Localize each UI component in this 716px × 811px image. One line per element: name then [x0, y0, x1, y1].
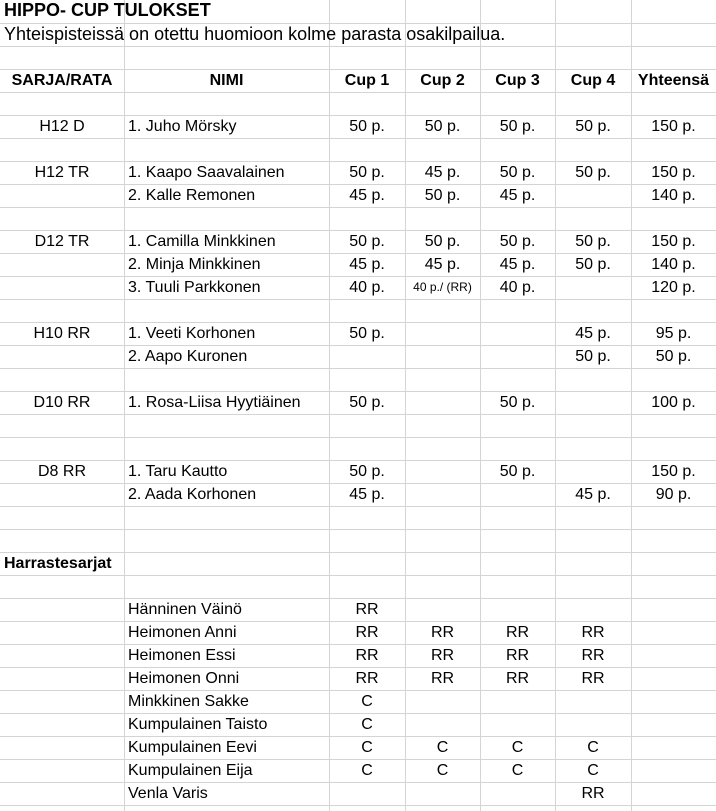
cup-points-cell[interactable]: 50 p. — [424, 187, 461, 204]
hobby-cup-cell[interactable]: RR — [355, 647, 379, 664]
cup-points-cell[interactable]: 45 p. — [349, 187, 385, 204]
hobby-cup-cell[interactable] — [405, 782, 480, 805]
cup-points-cell[interactable]: 50 p. — [575, 348, 611, 365]
hobby-cup-cell[interactable] — [555, 713, 631, 736]
hobby-cup-cell[interactable]: RR — [505, 647, 530, 664]
series-cell[interactable]: H12 D — [39, 118, 85, 135]
header-cell[interactable]: SARJA/RATA — [11, 72, 113, 89]
hobby-cup-cell[interactable]: C — [436, 739, 449, 756]
hobby-name-cell[interactable]: Kumpulainen Taisto — [128, 716, 268, 733]
hobby-cup-cell[interactable]: RR — [430, 647, 455, 664]
hobby-cup-cell[interactable] — [405, 598, 480, 621]
header-cell[interactable]: Cup 1 — [344, 72, 390, 89]
hobby-cup-cell[interactable]: RR — [355, 624, 379, 641]
cup-points-cell[interactable] — [555, 276, 631, 299]
hobby-name-cell[interactable]: Heimonen Essi — [128, 647, 236, 664]
series-cell[interactable]: D8 RR — [37, 463, 86, 480]
series-cell[interactable]: D12 TR — [34, 233, 90, 250]
cup-points-cell[interactable]: 50 p. — [349, 164, 385, 181]
hobby-name-cell[interactable]: Minkkinen Sakke — [128, 693, 249, 710]
row-gridline — [0, 92, 716, 93]
header-cell[interactable]: Cup 2 — [420, 72, 465, 89]
header-cell[interactable]: Cup 4 — [570, 72, 616, 89]
cup-points-cell[interactable]: 50 p. — [349, 118, 385, 135]
name-cell[interactable]: 2. Kalle Remonen — [128, 187, 256, 204]
hobby-name-cell[interactable]: Kumpulainen Eija — [128, 762, 253, 779]
hobby-cup-cell[interactable]: RR — [430, 624, 455, 641]
name-cell[interactable]: 3. Tuuli Parkkonen — [128, 279, 261, 296]
total-points-cell[interactable]: 150 p. — [651, 463, 696, 480]
name-cell[interactable]: 2. Minja Minkkinen — [128, 256, 261, 273]
cup-points-cell[interactable]: 50 p. — [499, 164, 536, 181]
name-cell[interactable]: 1. Kaapo Saavalainen — [128, 164, 285, 181]
total-points-cell[interactable]: 150 p. — [651, 233, 696, 250]
hobby-cup-cell[interactable]: RR — [505, 670, 530, 687]
series-cell[interactable] — [0, 483, 124, 506]
row-gridline — [0, 506, 716, 507]
header-cell[interactable]: Yhteensä — [637, 72, 710, 89]
series-cell[interactable] — [0, 345, 124, 368]
total-points-cell[interactable]: 100 p. — [651, 394, 696, 411]
hobby-cup-cell[interactable] — [480, 782, 555, 805]
name-cell[interactable]: 2. Aada Korhonen — [128, 486, 257, 503]
cup-points-cell[interactable]: 50 p. — [575, 118, 611, 135]
cup-points-cell[interactable] — [555, 391, 631, 414]
cup-points-cell[interactable] — [405, 345, 480, 368]
total-points-cell[interactable]: 95 p. — [655, 325, 692, 342]
hobby-cup-cell[interactable] — [480, 598, 555, 621]
row-gridline — [0, 138, 716, 139]
hobby-cup-cell[interactable]: RR — [581, 785, 605, 802]
row-gridline — [0, 414, 716, 415]
name-cell[interactable]: 2. Aapo Kuronen — [128, 348, 248, 365]
cup-points-cell[interactable]: 50 p. — [575, 256, 611, 273]
cup-points-cell[interactable]: 40 p./ (RR) — [413, 280, 472, 294]
hobby-cup-cell[interactable]: RR — [355, 670, 379, 687]
cup-points-cell[interactable]: 50 p. — [575, 164, 611, 181]
hobby-cup-cell[interactable] — [480, 713, 555, 736]
row-gridline — [0, 437, 716, 438]
hobby-cup-cell[interactable] — [405, 690, 480, 713]
cup-points-cell[interactable]: 50 p. — [349, 463, 385, 480]
cup-points-cell[interactable] — [480, 322, 555, 345]
cup-points-cell[interactable]: 45 p. — [349, 486, 385, 503]
hobby-cup-cell[interactable] — [329, 782, 405, 805]
hobby-cup-cell[interactable]: C — [361, 762, 373, 779]
series-cell[interactable] — [0, 253, 124, 276]
hobby-cup-cell[interactable]: C — [587, 762, 599, 779]
cup-points-cell[interactable]: 45 p. — [424, 256, 461, 273]
sheet-subtitle[interactable]: Yhteispisteissä on otettu huomioon kolme parasta osakilpailua. — [4, 24, 506, 44]
row-gridline — [0, 46, 716, 47]
cup-points-cell[interactable]: 45 p. — [499, 256, 536, 273]
total-points-cell[interactable]: 140 p. — [651, 187, 696, 204]
row-gridline — [0, 368, 716, 369]
hobby-cup-cell[interactable]: RR — [581, 624, 605, 641]
hobby-cup-cell[interactable]: C — [361, 693, 373, 710]
series-cell[interactable] — [0, 184, 124, 207]
cup-points-cell[interactable] — [480, 483, 555, 506]
hobby-cup-cell[interactable]: RR — [430, 670, 455, 687]
cup-points-cell[interactable] — [405, 460, 480, 483]
header-cell[interactable]: Cup 3 — [495, 72, 540, 89]
hobby-name-cell[interactable]: Hänninen Väinö — [128, 601, 242, 618]
cup-points-cell[interactable]: 40 p. — [349, 279, 385, 296]
hobby-cup-cell[interactable]: C — [511, 762, 524, 779]
name-cell[interactable]: 1. Taru Kautto — [128, 463, 228, 480]
series-cell[interactable]: D10 RR — [33, 394, 91, 411]
row-gridline — [0, 299, 716, 300]
cup-points-cell[interactable] — [480, 345, 555, 368]
cup-points-cell[interactable] — [555, 460, 631, 483]
cup-points-cell[interactable]: 45 p. — [349, 256, 385, 273]
cup-points-cell[interactable]: 45 p. — [575, 486, 611, 503]
cup-points-cell[interactable]: 40 p. — [499, 279, 536, 296]
series-cell[interactable]: H10 RR — [33, 325, 91, 342]
hobby-name-cell[interactable]: Kumpulainen Eevi — [128, 739, 257, 756]
series-cell[interactable] — [0, 276, 124, 299]
hobby-cup-cell[interactable]: C — [361, 739, 373, 756]
cup-points-cell[interactable]: 50 p. — [349, 233, 385, 250]
row-gridline — [0, 575, 716, 576]
hobby-section-title[interactable]: Harrastesarjat — [4, 555, 112, 572]
cup-points-cell[interactable]: 50 p. — [424, 233, 461, 250]
total-points-cell[interactable]: 120 p. — [651, 279, 696, 296]
cup-points-cell[interactable] — [329, 345, 405, 368]
row-gridline — [0, 805, 716, 806]
total-points-cell[interactable]: 150 p. — [651, 164, 696, 181]
hobby-cup-cell[interactable]: RR — [355, 601, 379, 618]
name-cell[interactable]: 1. Veeti Korhonen — [128, 325, 256, 342]
hobby-cup-cell[interactable]: RR — [505, 624, 530, 641]
hobby-cup-cell[interactable] — [555, 598, 631, 621]
hobby-cup-cell[interactable] — [480, 690, 555, 713]
total-points-cell[interactable]: 140 p. — [651, 256, 696, 273]
name-cell[interactable]: 1. Camilla Minkkinen — [128, 233, 276, 250]
hobby-cup-cell[interactable]: C — [587, 739, 599, 756]
cup-points-cell[interactable] — [405, 483, 480, 506]
series-cell[interactable]: H12 TR — [34, 164, 90, 181]
cup-points-cell[interactable]: 50 p. — [499, 118, 536, 135]
hobby-name-cell[interactable]: Heimonen Anni — [128, 624, 237, 641]
hobby-cup-cell[interactable] — [405, 713, 480, 736]
header-cell[interactable]: NIMI — [209, 72, 244, 89]
cup-points-cell[interactable]: 45 p. — [499, 187, 536, 204]
hobby-cup-cell[interactable]: C — [511, 739, 524, 756]
cup-points-cell[interactable]: 45 p. — [424, 164, 461, 181]
cup-points-cell[interactable]: 50 p. — [499, 463, 536, 480]
cup-points-cell[interactable] — [405, 391, 480, 414]
cup-points-cell[interactable]: 50 p. — [575, 233, 611, 250]
hobby-name-cell[interactable]: Venla Varis — [128, 785, 208, 802]
cup-points-cell[interactable]: 50 p. — [349, 394, 385, 411]
total-points-cell[interactable]: 90 p. — [655, 486, 692, 503]
cup-points-cell[interactable]: 50 p. — [349, 325, 385, 342]
name-cell[interactable]: 1. Rosa-Liisa Hyytiäinen — [128, 394, 301, 411]
hobby-cup-cell[interactable]: RR — [581, 647, 605, 664]
row-gridline — [0, 529, 716, 530]
cup-points-cell[interactable]: 50 p. — [424, 118, 461, 135]
cup-points-cell[interactable]: 50 p. — [499, 394, 536, 411]
name-cell[interactable]: 1. Juho Mörsky — [128, 118, 237, 135]
hobby-name-cell[interactable]: Heimonen Onni — [128, 670, 240, 687]
hobby-cup-cell[interactable]: C — [361, 716, 373, 733]
hobby-cup-cell[interactable]: C — [436, 762, 449, 779]
cup-points-cell[interactable] — [405, 322, 480, 345]
hobby-cup-cell[interactable] — [555, 690, 631, 713]
total-points-cell[interactable]: 150 p. — [651, 118, 696, 135]
cup-points-cell[interactable]: 50 p. — [499, 233, 536, 250]
total-points-cell[interactable]: 50 p. — [655, 348, 692, 365]
cup-points-cell[interactable]: 45 p. — [575, 325, 611, 342]
cup-points-cell[interactable] — [555, 184, 631, 207]
hobby-cup-cell[interactable]: RR — [581, 670, 605, 687]
row-gridline — [0, 207, 716, 208]
sheet-title[interactable]: HIPPO- CUP TULOKSET — [4, 0, 211, 20]
